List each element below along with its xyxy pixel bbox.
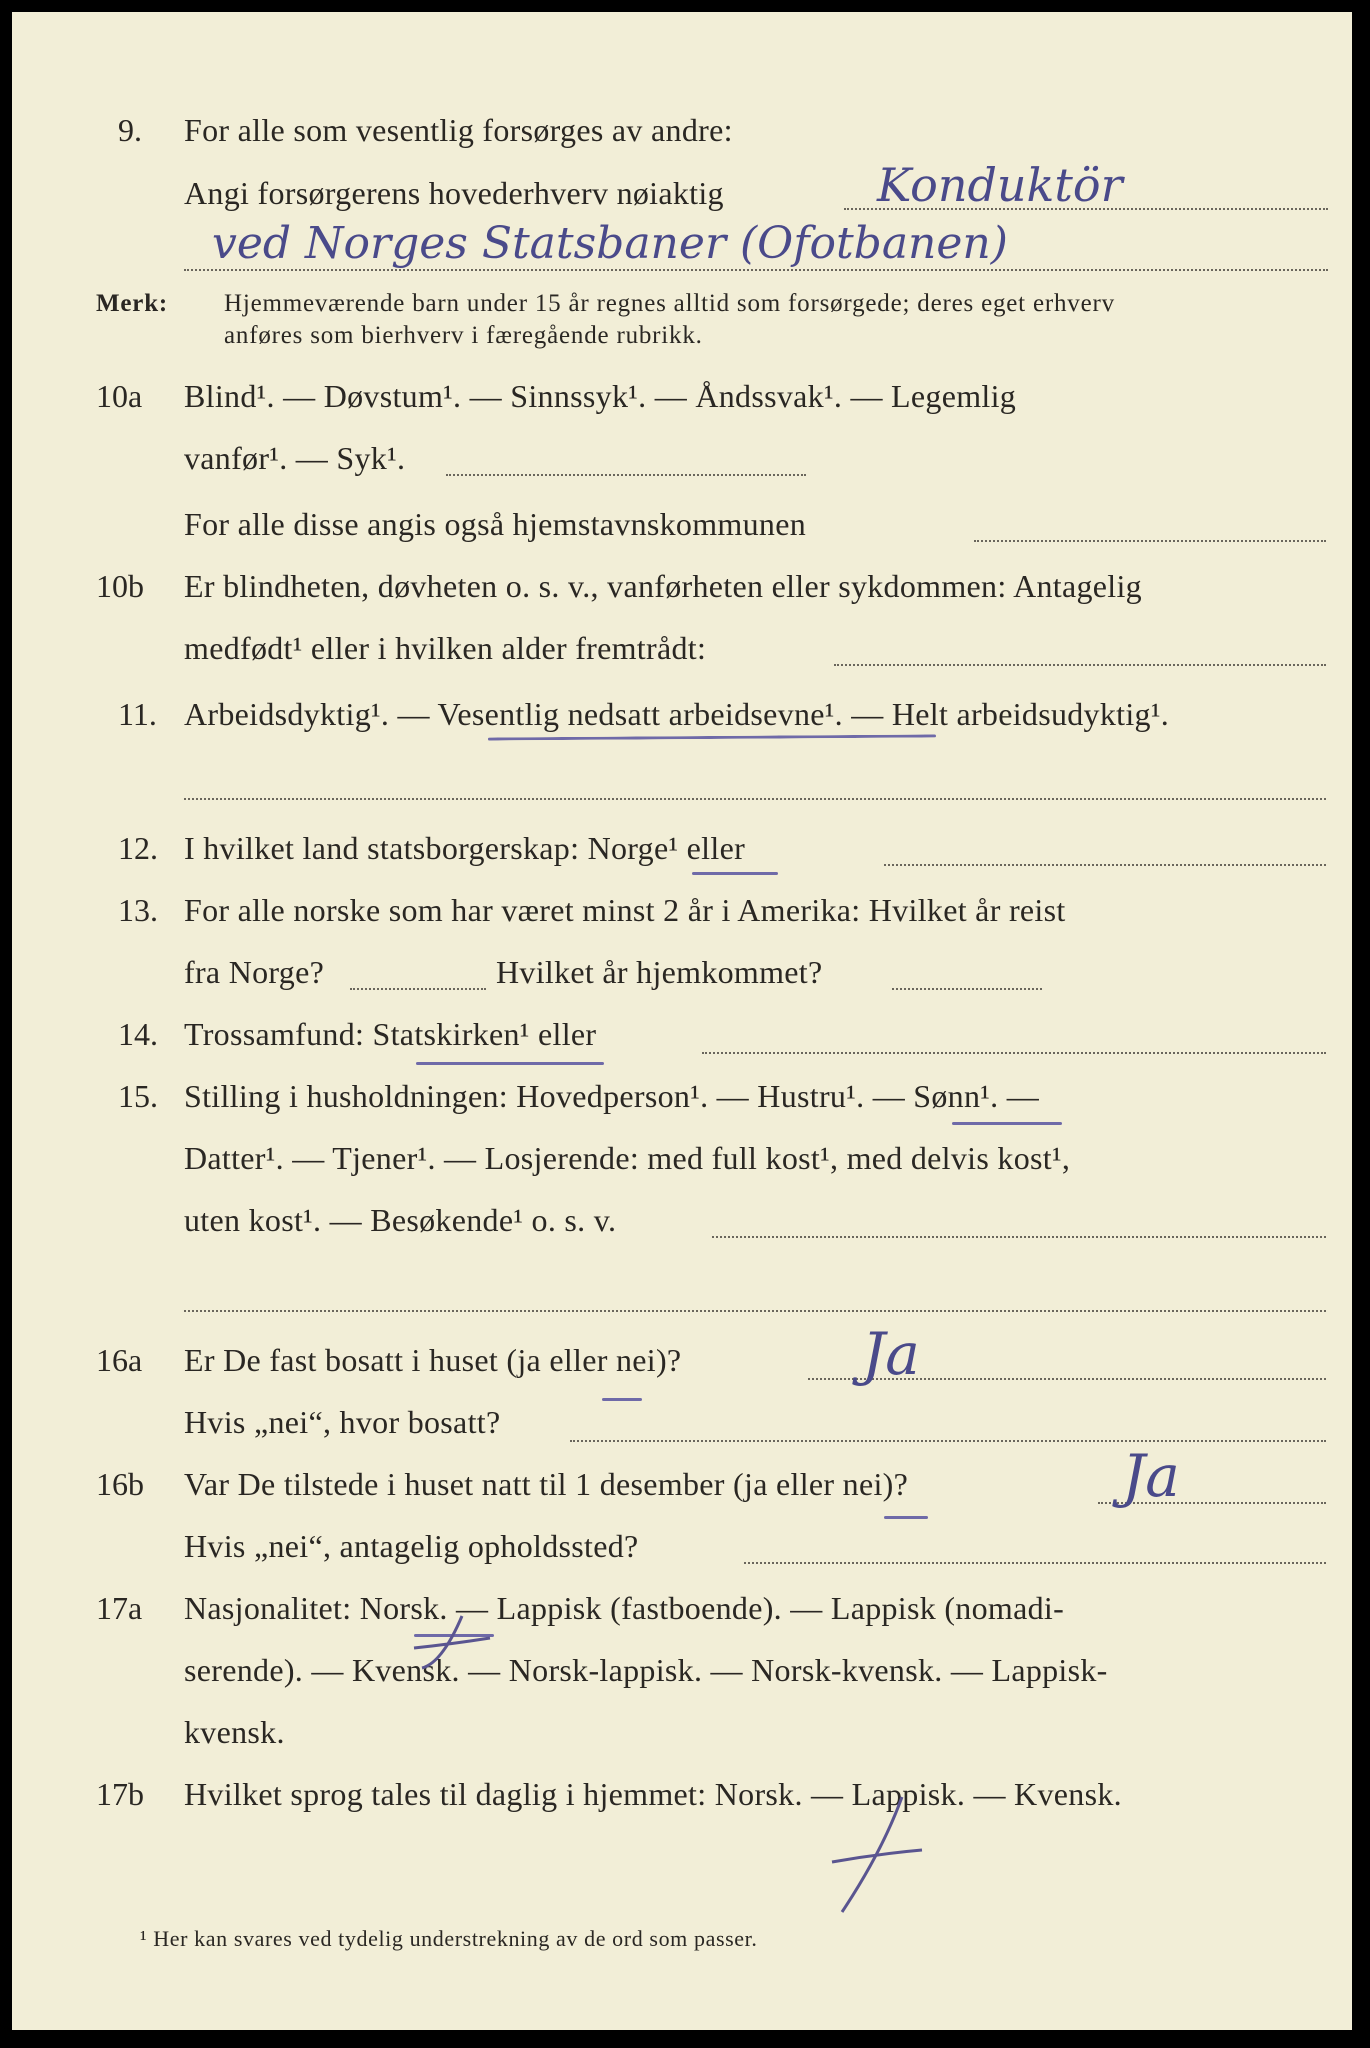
q17b-line1: Hvilket sprog tales til daglig i hjemmet: Norsk. — Lappisk. — Kvensk. — [184, 1776, 1122, 1812]
q10b-line1: Er blindheten, døvheten o. s. v., vanførheten eller sykdommen: Antagelig — [184, 568, 1142, 604]
footnote: ¹ Her kan svares ved tydelig understrekning av de ord som passer. — [140, 1926, 758, 1951]
q17b-number: 17b — [96, 1776, 144, 1812]
q16b-line1: Var De tilstede i huset natt til 1 desember (ja eller nei)? — [184, 1466, 909, 1502]
q10b-answer-line — [834, 664, 1326, 666]
q13-line2b: Hvilket år hjemkommet? — [496, 954, 823, 990]
q17a-check-mark — [412, 1608, 502, 1688]
q16a-underline-ja — [602, 1398, 642, 1401]
q10b-number: 10b — [96, 568, 144, 604]
q11-underline-vesentlig — [488, 734, 936, 740]
q9-line2: Angi forsørgerens hovederhverv nøiaktig — [184, 175, 724, 211]
q16a-handwritten-answer: Ja — [862, 1320, 920, 1388]
q16b-line2: Hvis „nei“, antagelig opholdssted? — [184, 1528, 639, 1564]
q15-extra-line — [184, 1310, 1326, 1312]
q13-reist-line — [350, 988, 486, 990]
q12-underline-norge — [692, 872, 778, 875]
q9-line1: For alle som vesentlig forsørges av andre: — [184, 112, 733, 148]
q12-number: 12. — [118, 830, 158, 866]
q17a-line3: kvensk. — [184, 1714, 285, 1750]
q13-line2a: fra Norge? — [184, 954, 325, 990]
q15-line1: Stilling i husholdningen: Hovedperson¹. — Hustru¹. — Sønn¹. — — [184, 1078, 1040, 1114]
q12-answer-line — [884, 864, 1326, 866]
q13-hjemkommet-line — [892, 988, 1042, 990]
q16b-number: 16b — [96, 1466, 144, 1502]
q13-line1: For alle norske som har været minst 2 år i Amerika: Hvilket år reist — [184, 892, 1066, 928]
q11-number: 11. — [118, 696, 157, 732]
q14-number: 14. — [118, 1016, 158, 1052]
merk-label: Merk: — [96, 290, 169, 317]
q10a-line2: vanfør¹. — Syk¹. — [184, 440, 406, 476]
q9-handwritten-answer1: Konduktör — [877, 158, 1123, 212]
q11-line1: Arbeidsdyktig¹. — Vesentlig nedsatt arbeidsevne¹. — Helt arbeidsudyktig¹. — [184, 696, 1170, 732]
q16b-underline-ja — [884, 1516, 928, 1519]
q15-number: 15. — [118, 1078, 158, 1114]
q10a-line1: Blind¹. — Døvstum¹. — Sinnssyk¹. — Åndssvak¹. — Legemlig — [184, 378, 1017, 414]
q9-number: 9. — [118, 112, 142, 148]
q16a-number: 16a — [96, 1342, 143, 1378]
q17a-line1: Nasjonalitet: Norsk. — Lappisk (fastboende). — Lappisk (nomadi- — [184, 1590, 1065, 1626]
q11-answer-line — [184, 798, 1326, 800]
q16b-handwritten-answer: Ja — [1122, 1442, 1180, 1510]
q10a-hjemstavn-line — [974, 540, 1326, 542]
merk-line1: Hjemmeværende barn under 15 år regnes alltid som forsørgede; deres eget erhverv — [224, 290, 1115, 317]
q14-answer-line — [702, 1052, 1326, 1054]
q12-line1: I hvilket land statsborgerskap: Norge¹ eller — [184, 830, 746, 866]
q9-answer-line2 — [184, 269, 1328, 271]
q13-number: 13. — [118, 892, 158, 928]
q16a-line2: Hvis „nei“, hvor bosatt? — [184, 1404, 501, 1440]
merk-line2: anføres som bierhverv i færegående rubrikk. — [224, 322, 703, 349]
q10a-number: 10a — [96, 378, 143, 414]
q9-handwritten-answer2: ved Norges Statsbaner (Ofotbanen) — [212, 218, 1008, 269]
q15-line2: Datter¹. — Tjener¹. — Losjerende: med full kost¹, med delvis kost¹, — [184, 1140, 1071, 1176]
q10a-answer-line — [446, 474, 806, 476]
q15-answer-line — [712, 1236, 1326, 1238]
q17a-number: 17a — [96, 1590, 143, 1626]
q15-underline-hustru — [952, 1122, 1062, 1125]
q16b-opholdssted-line — [744, 1562, 1326, 1564]
q15-line3: uten kost¹. — Besøkende¹ o. s. v. — [184, 1202, 617, 1238]
q17b-check-mark — [822, 1792, 932, 1922]
census-form-page — [12, 12, 1352, 2030]
q14-line1: Trossamfund: Statskirken¹ eller — [184, 1016, 597, 1052]
q14-underline-statskirken — [416, 1062, 604, 1065]
q10a-line3: For alle disse angis også hjemstavnskommunen — [184, 506, 807, 542]
q10b-line2: medfødt¹ eller i hvilken alder fremtrådt: — [184, 630, 707, 666]
q17a-line2: serende). — Kvensk. — Norsk-lappisk. — Norsk-kvensk. — Lappisk- — [184, 1652, 1108, 1688]
q16a-line1: Er De fast bosatt i huset (ja eller nei)? — [184, 1342, 682, 1378]
q16a-bosatt-line — [570, 1440, 1326, 1442]
